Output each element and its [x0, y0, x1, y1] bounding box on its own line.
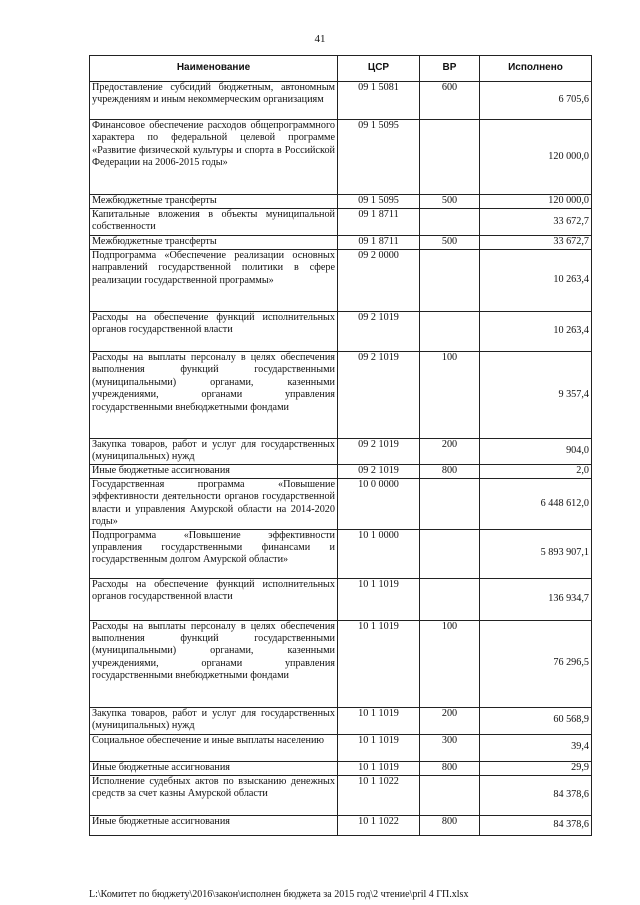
row-name: Расходы на выплаты персоналу в целях обеспечения выполнения функций государственными (муниципальными) органами, казенными учреждениями, органами управления государственными внебюджетными фондами [90, 352, 338, 439]
row-done: 84 378,6 [480, 775, 592, 815]
table-row [90, 529, 592, 578]
row-done: 6 448 612,0 [480, 479, 592, 530]
row-csr: 09 2 0000 [338, 250, 420, 312]
header-name: Наименование [90, 56, 338, 82]
row-csr: 10 0 0000 [338, 479, 420, 530]
row-done: 136 934,7 [480, 578, 592, 620]
row-done: 9 357,4 [480, 352, 592, 439]
row-csr: 09 2 1019 [338, 465, 420, 479]
row-name: Расходы на выплаты персоналу в целях обеспечения выполнения функций государственными (муниципальными) органами, казенными учреждениями, органами управления государственными внебюджетными фондами [90, 620, 338, 707]
table-row [90, 82, 592, 120]
row-done: 2,0 [480, 465, 592, 479]
row-name: Иные бюджетные ассигнования [90, 815, 338, 835]
table-row [90, 620, 592, 707]
row-vr: 800 [420, 761, 480, 775]
row-vr: 100 [420, 352, 480, 439]
row-name: Подпрограмма «Обеспечение реализации основных направлений государственной политики в сфере реализации государственной программы» [90, 250, 338, 312]
row-name: Исполнение судебных актов по взысканию денежных средств за счет казны Амурской области [90, 775, 338, 815]
budget-execution-table [89, 55, 592, 836]
row-csr: 10 1 1019 [338, 707, 420, 734]
table-row [90, 209, 592, 236]
row-vr: 200 [420, 439, 480, 465]
table-row [90, 250, 592, 312]
table-row [90, 439, 592, 465]
row-vr [420, 312, 480, 352]
row-csr: 09 2 1019 [338, 439, 420, 465]
header-csr: ЦСР [338, 56, 420, 82]
table-row [90, 195, 592, 209]
row-name: Предоставление субсидий бюджетным, автономным учреждениям и иным некоммерческим организациям [90, 82, 338, 120]
row-vr: 300 [420, 734, 480, 761]
row-csr: 10 1 1022 [338, 815, 420, 835]
row-csr: 09 2 1019 [338, 352, 420, 439]
row-name: Государственная программа «Повышение эффективности деятельности органов государственной власти и управления Амурской области на 2014-2020 годы» [90, 479, 338, 530]
row-csr: 09 2 1019 [338, 312, 420, 352]
row-done: 60 568,9 [480, 707, 592, 734]
row-done: 10 263,4 [480, 250, 592, 312]
row-done: 6 705,6 [480, 82, 592, 120]
row-name: Иные бюджетные ассигнования [90, 761, 338, 775]
row-csr: 10 1 0000 [338, 529, 420, 578]
table-header-row [90, 56, 592, 82]
row-vr: 200 [420, 707, 480, 734]
row-vr [420, 775, 480, 815]
row-name: Подпрограмма «Повышение эффективности управления государственными финансами и государственным долгом Амурской области» [90, 529, 338, 578]
row-name: Иные бюджетные ассигнования [90, 465, 338, 479]
row-name: Расходы на обеспечение функций исполнительных органов государственной власти [90, 312, 338, 352]
row-name: Финансовое обеспечение расходов общепрограммного характера по федеральной целевой программе «Развитие физической культуры и спорта в Российской Федерации на 2006-2015 годы» [90, 120, 338, 195]
table-row [90, 578, 592, 620]
row-vr: 100 [420, 620, 480, 707]
row-name: Расходы на обеспечение функций исполнительных органов государственной власти [90, 578, 338, 620]
row-vr [420, 250, 480, 312]
row-vr [420, 120, 480, 195]
row-done: 10 263,4 [480, 312, 592, 352]
row-csr: 10 1 1019 [338, 761, 420, 775]
header-done: Исполнено [480, 56, 592, 82]
header-vr: ВР [420, 56, 480, 82]
row-csr: 10 1 1019 [338, 578, 420, 620]
row-vr: 800 [420, 815, 480, 835]
row-done: 120 000,0 [480, 195, 592, 209]
table-row [90, 815, 592, 835]
footer-file-path: L:\Комитет по бюджету\2016\закон\исполнен бюджета за 2015 год\2 чтение\pril 4 ГП.xlsx [89, 889, 469, 900]
row-done: 904,0 [480, 439, 592, 465]
row-vr [420, 479, 480, 530]
row-done: 33 672,7 [480, 209, 592, 236]
row-csr: 09 1 8711 [338, 236, 420, 250]
table-row [90, 775, 592, 815]
table-row [90, 120, 592, 195]
row-csr: 10 1 1022 [338, 775, 420, 815]
row-vr: 500 [420, 195, 480, 209]
row-done: 33 672,7 [480, 236, 592, 250]
row-done: 76 296,5 [480, 620, 592, 707]
row-csr: 09 1 5081 [338, 82, 420, 120]
row-name: Межбюджетные трансферты [90, 236, 338, 250]
row-name: Закупка товаров, работ и услуг для государственных (муниципальных) нужд [90, 707, 338, 734]
row-done: 29,9 [480, 761, 592, 775]
row-name: Капитальные вложения в объекты муниципальной собственности [90, 209, 338, 236]
table-row [90, 734, 592, 761]
row-vr: 800 [420, 465, 480, 479]
table-row [90, 761, 592, 775]
row-csr: 10 1 1019 [338, 734, 420, 761]
row-vr [420, 529, 480, 578]
table-row [90, 479, 592, 530]
row-name: Социальное обеспечение и иные выплаты населению [90, 734, 338, 761]
table-row [90, 236, 592, 250]
row-csr: 10 1 1019 [338, 620, 420, 707]
table-row [90, 312, 592, 352]
row-done: 39,4 [480, 734, 592, 761]
row-csr: 09 1 5095 [338, 120, 420, 195]
row-name: Межбюджетные трансферты [90, 195, 338, 209]
row-vr [420, 578, 480, 620]
row-vr: 500 [420, 236, 480, 250]
page-number: 41 [314, 33, 326, 45]
row-csr: 09 1 5095 [338, 195, 420, 209]
table-row [90, 465, 592, 479]
row-done: 120 000,0 [480, 120, 592, 195]
table-row [90, 707, 592, 734]
row-name: Закупка товаров, работ и услуг для государственных (муниципальных) нужд [90, 439, 338, 465]
row-done: 84 378,6 [480, 815, 592, 835]
table-row [90, 352, 592, 439]
row-vr [420, 209, 480, 236]
row-csr: 09 1 8711 [338, 209, 420, 236]
row-done: 5 893 907,1 [480, 529, 592, 578]
row-vr: 600 [420, 82, 480, 120]
